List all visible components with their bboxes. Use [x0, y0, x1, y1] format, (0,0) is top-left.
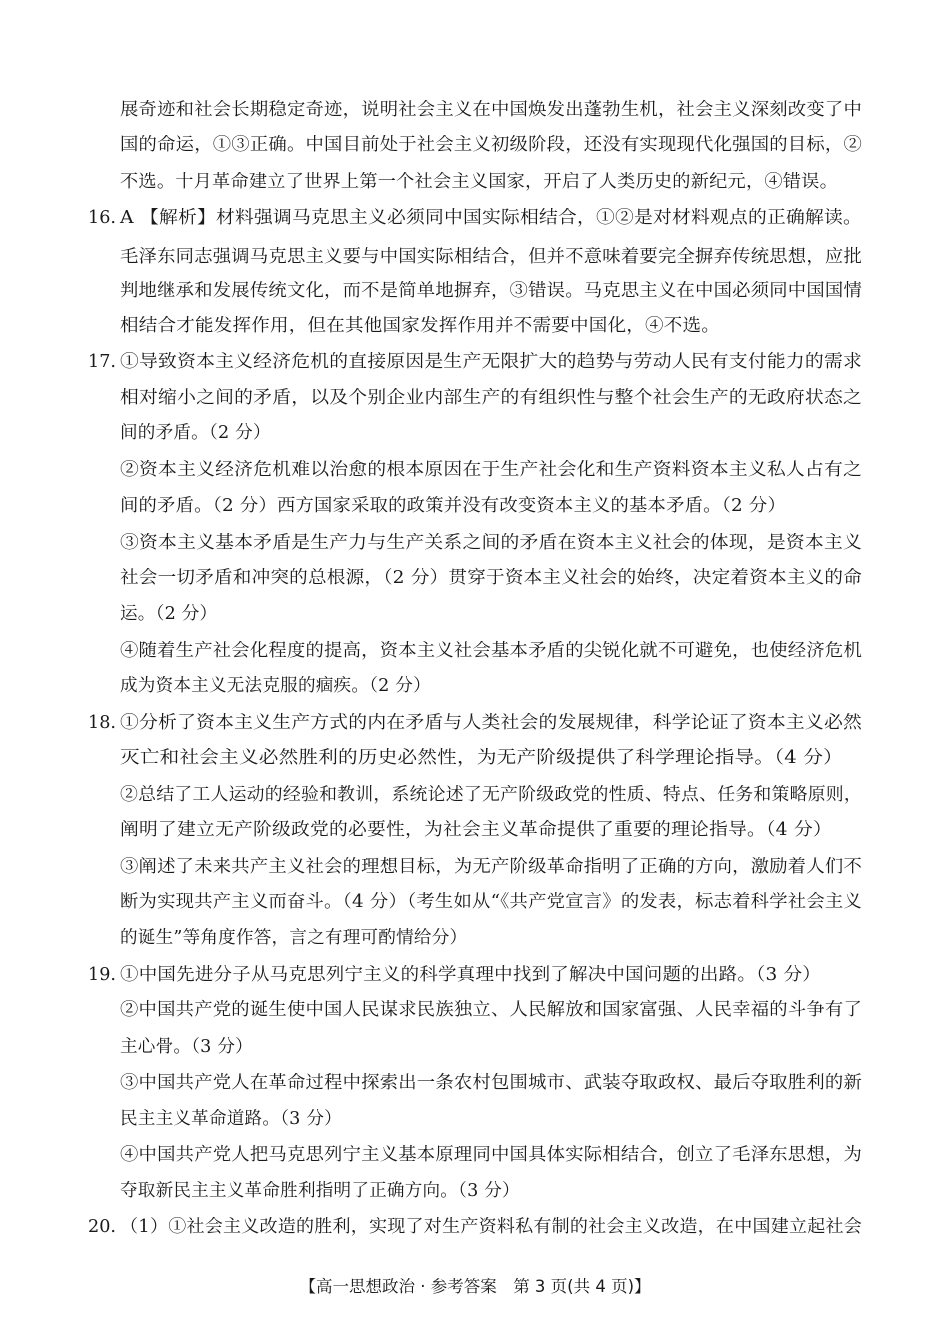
text-line — [120, 494, 786, 518]
text-line-content: 相结合才能发挥作用，但在其他国家发挥作用并不需要中国化，④不选。 — [120, 316, 720, 336]
text-line — [120, 245, 862, 269]
text-line-content: 成为资本主义无法克服的痼疾。（2 分） — [120, 676, 431, 696]
text-line-content: ②总结了工人运动的经验和教训，系统论述了无产阶级政党的性质、特点、任务和策略原则， — [120, 785, 862, 805]
text-line-content: 主心骨。（3 分） — [120, 1037, 253, 1057]
text-line — [120, 314, 720, 338]
text-line-content: 运。（2 分） — [120, 604, 218, 624]
text-line-content: ②中国共产党的诞生使中国人民谋求民族独立、人民解放和国家富强、人民幸福的斗争有了 — [120, 1000, 862, 1020]
text-line — [120, 421, 271, 445]
text-line-content: 民主主义革命道路。（3 分） — [120, 1109, 342, 1129]
text-line — [120, 926, 467, 950]
text-line-content: ①中国先进分子从马克思列宁主义的科学真理中找到了解决中国问题的出路。（3 分） — [120, 965, 821, 985]
text-line — [120, 133, 862, 157]
text-line-content: ①导致资本主义经济危机的直接原因是生产无限扩大的趋势与劳动人民有支付能力的需求 — [120, 352, 862, 372]
text-line-content: 灭亡和社会主义必然胜利的历史必然性，为无产阶级提供了科学理论指导。（4 分） — [120, 748, 843, 768]
text-line — [120, 566, 863, 590]
text-line-content: 社会一切矛盾和冲突的总根源，（2 分）贯穿于资本主义社会的始终，决定着资本主义的命 — [120, 568, 863, 588]
text-line — [120, 746, 843, 770]
text-line-content: ③阐述了未来共产主义社会的理想目标，为无产阶级革命指明了正确的方向，激励着人们不 — [120, 857, 862, 877]
text-line — [120, 711, 862, 735]
text-line — [120, 350, 862, 374]
text-line-content: 夺取新民主主义革命胜利指明了正确方向。（3 分） — [120, 1181, 520, 1201]
text-line-content: 间的矛盾。（2 分） — [120, 423, 271, 443]
question-number: 18. — [88, 713, 116, 733]
text-line — [120, 963, 821, 987]
text-line — [120, 1143, 862, 1167]
text-line-content: A 【解析】材料强调马克思主义必须同中国实际相结合，①②是对材料观点的正确解读。 — [120, 208, 862, 228]
text-line — [120, 674, 431, 698]
page-footer: 【高一思想政治 · 参考答案 第 3 页(共 4 页)】 — [299, 1277, 651, 1296]
text-line — [120, 818, 832, 842]
text-line — [120, 602, 217, 626]
text-line-content: 阐明了建立无产阶级政党的必要性，为社会主义革命提供了重要的理论指导。（4 分） — [120, 820, 832, 840]
text-line-content: ①分析了资本主义生产方式的内在矛盾与人类社会的发展规律，科学论证了资本主义必然 — [120, 713, 862, 733]
text-line-content: ③资本主义基本矛盾是生产力与生产关系之间的矛盾在资本主义社会的体现，是资本主义 — [120, 533, 862, 553]
text-line — [120, 639, 862, 663]
text-line — [120, 206, 862, 230]
text-line-content: 断为实现共产主义而奋斗。（4 分）（考生如从“《共产党宣言》的发表，标志着科学社会主义 — [120, 892, 862, 912]
text-line — [120, 170, 838, 194]
text-line — [120, 1179, 520, 1203]
question-number: 20. — [88, 1217, 116, 1237]
text-line-content: ④中国共产党人把马克思列宁主义基本原理同中国具体实际相结合，创立了毛泽东思想，为 — [120, 1145, 862, 1165]
text-line — [120, 890, 862, 914]
text-line-content: 毛泽东同志强调马克思主义要与中国实际相结合，但并不意味着要完全摒弃传统思想，应批 — [120, 247, 862, 267]
question-number: 16. — [88, 208, 116, 228]
text-line-content: 判地继承和发展传统文化，而不是简单地摒弃，③错误。马克思主义在中国必须同中国国情 — [120, 281, 862, 301]
text-line-content: 展奇迹和社会长期稳定奇迹，说明社会主义在中国焕发出蓬勃生机，社会主义深刻改变了中 — [120, 100, 862, 120]
question-number: 19. — [88, 965, 116, 985]
text-line — [120, 98, 862, 122]
text-line-content: 间的矛盾。（2 分）西方国家采取的政策并没有改变资本主义的基本矛盾。（2 分） — [120, 496, 786, 516]
question-number: 17. — [88, 352, 116, 372]
text-line — [120, 458, 862, 482]
text-line-content: （1）①社会主义改造的胜利，实现了对生产资料私有制的社会主义改造，在中国建立起社会 — [120, 1217, 862, 1237]
text-line — [120, 855, 862, 879]
text-line — [120, 783, 862, 807]
text-line-content: 的诞生”等角度作答，言之有理可酌情给分） — [120, 928, 468, 948]
text-line — [120, 531, 862, 555]
text-line-content: 相对缩小之间的矛盾，以及个别企业内部生产的有组织性与整个社会生产的无政府状态之 — [120, 388, 862, 408]
text-line-content: ③中国共产党人在革命过程中探索出一条农村包围城市、武装夺取政权、最后夺取胜利的新 — [120, 1073, 862, 1093]
text-line-content: 国的命运，①③正确。中国目前处于社会主义初级阶段，还没有实现现代化强国的目标，② — [120, 135, 862, 155]
text-line — [120, 998, 862, 1022]
text-line — [120, 279, 862, 303]
text-line-content: ②资本主义经济危机难以治愈的根本原因在于生产社会化和生产资料资本主义私人占有之 — [120, 460, 862, 480]
text-line — [120, 386, 862, 410]
text-line — [120, 1035, 253, 1059]
text-line-content: 不选。十月革命建立了世界上第一个社会主义国家，开启了人类历史的新纪元，④错误。 — [120, 172, 838, 192]
text-line-content: ④随着生产社会化程度的提高，资本主义社会基本矛盾的尖锐化就不可避免，也使经济危机 — [120, 641, 862, 661]
text-line — [120, 1071, 862, 1095]
text-line — [120, 1107, 342, 1131]
text-line — [120, 1215, 862, 1239]
